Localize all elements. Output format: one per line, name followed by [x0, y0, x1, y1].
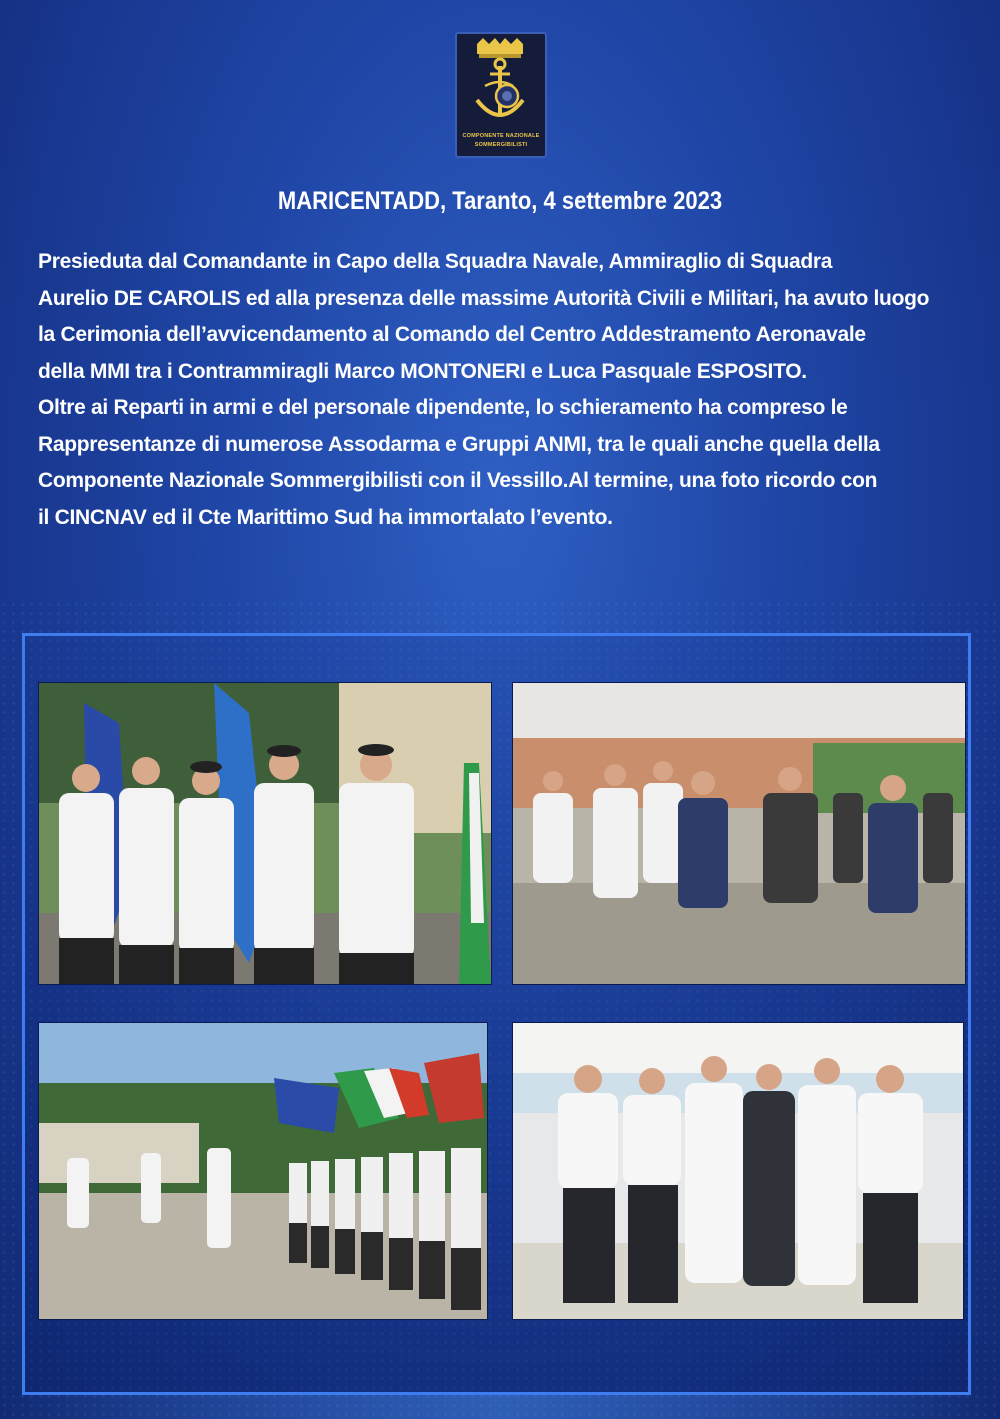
emblem-caption-line1: COMPONENTE NAZIONALE: [462, 133, 540, 139]
photo-parade-flags: [38, 1022, 488, 1320]
body-line: della MMI tra i Contrammiragli Marco MONTONERI e Luca Pasquale ESPOSITO.: [38, 359, 807, 383]
body-line: la Cerimonia dell’avvicendamento al Comando del Centro Addestramento Aeronavale: [38, 323, 866, 346]
body-line: Componente Nazionale Sommergibilisti con il Vessillo.Al termine, una foto ricordo con: [38, 469, 878, 492]
body-line: il CINCNAV ed il Cte Marittimo Sud ha immortalato l’evento.: [38, 505, 613, 529]
association-emblem: [455, 32, 547, 158]
article-body: [38, 244, 978, 536]
page-heading: MARICENTADD, Taranto, 4 settembre 2023: [277, 186, 723, 215]
body-line: Oltre ai Reparti in armi e del personale dipendente, lo schieramento ha compreso le: [38, 396, 848, 419]
body-line: Presieduta dal Comandante in Capo della Squadra Navale, Ammiraglio di Squadra: [38, 250, 833, 273]
photo-group-commemorative: [512, 1022, 964, 1320]
emblem-caption-line2: SOMMERGIBILISTI: [474, 142, 528, 148]
photo-veterans-with-flags: [38, 682, 492, 985]
photo-seated-authorities: [512, 682, 966, 985]
bottom-glow: [0, 1395, 1000, 1419]
body-line: Aurelio DE CAROLIS ed alla presenza delle massime Autorità Civili e Militari, ha avuto luogo: [38, 286, 930, 310]
body-line: Rappresentanze di numerose Assodarma e Gruppi ANMI, tra le quali anche quella della: [38, 432, 880, 456]
